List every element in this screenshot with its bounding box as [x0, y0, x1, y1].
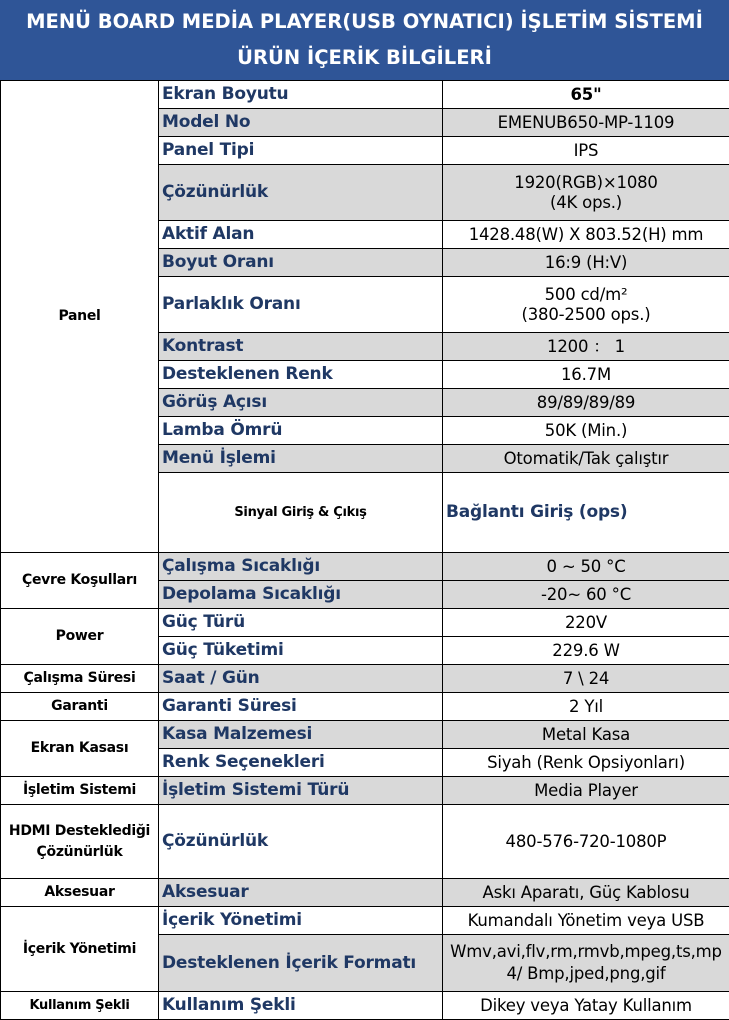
- group-signal-io: Sinyal Giriş & Çıkış: [159, 473, 443, 553]
- label-contrast: Kontrast: [159, 333, 443, 361]
- value-os-type: Media Player: [443, 777, 729, 805]
- value-content-formats: Wmv,avi,flv,rm,rmvb,mpeg,ts,mp4/ Bmp,jped,png,gif: [443, 935, 729, 992]
- group-warranty: Garanti: [1, 693, 159, 721]
- spec-table: [0, 80, 729, 1020]
- label-active-area: Aktif Alan: [159, 221, 443, 249]
- value-supported-colors: 16.7M: [443, 361, 729, 389]
- value-warranty-period: 2 Yıl: [443, 693, 729, 721]
- value-active-area: 1428.48(W) X 803.52(H) mm: [443, 221, 729, 249]
- group-case: Ekran Kasası: [1, 721, 159, 777]
- group-environment: Çevre Koşulları: [1, 553, 159, 609]
- label-menu-operation: Menü İşlemi: [159, 445, 443, 473]
- value-content-management: Kumandalı Yönetim veya USB: [443, 907, 729, 935]
- label-content-management: İçerik Yönetimi: [159, 907, 443, 935]
- label-lamp-life: Lamba Ömrü: [159, 417, 443, 445]
- label-power-consumption: Güç Tüketimi: [159, 637, 443, 665]
- value-aspect-ratio: 16:9 (H:V): [443, 249, 729, 277]
- group-panel: Panel: [1, 81, 159, 553]
- value-menu-operation: Otomatik/Tak çalıştır: [443, 445, 729, 473]
- value-resolution-line-1: 1920(RGB)×1080: [443, 173, 729, 193]
- label-model-no: Model No: [159, 109, 443, 137]
- value-usage: Dikey veya Yatay Kullanım: [443, 992, 729, 1020]
- value-storage-temp: -20~ 60 °C: [443, 581, 729, 609]
- sheet-header: [0, 0, 729, 80]
- group-content-management: İçerik Yönetimi: [1, 907, 159, 992]
- group-usage: Kullanım Şekli: [1, 992, 159, 1020]
- value-lamp-life: 50K (Min.): [443, 417, 729, 445]
- value-viewing-angle: 89/89/89/89: [443, 389, 729, 417]
- value-contrast: 1200 ： 1: [443, 333, 729, 361]
- label-accessory: Aksesuar: [159, 879, 443, 907]
- group-accessory: Aksesuar: [1, 879, 159, 907]
- group-hdmi-line-1: HDMI Desteklediği: [1, 823, 158, 840]
- group-hdmi-resolution: [1, 805, 159, 879]
- group-power: Power: [1, 609, 159, 665]
- label-usage: Kullanım Şekli: [159, 992, 443, 1020]
- value-screen-size: 65": [443, 81, 729, 109]
- label-operating-temp: Çalışma Sıcaklığı: [159, 553, 443, 581]
- label-aspect-ratio: Boyut Oranı: [159, 249, 443, 277]
- label-resolution: Çözünürlük: [159, 165, 443, 221]
- label-warranty-period: Garanti Süresi: [159, 693, 443, 721]
- label-storage-temp: Depolama Sıcaklığı: [159, 581, 443, 609]
- group-os: İşletim Sistemi: [1, 777, 159, 805]
- value-color-options: Siyah (Renk Opsiyonları): [443, 749, 729, 777]
- value-operating-temp: 0 ~ 50 °C: [443, 553, 729, 581]
- value-brightness-line-2: (380-2500 ops.): [443, 305, 729, 325]
- label-brightness: Parlaklık Oranı: [159, 277, 443, 333]
- label-supported-colors: Desteklenen Renk: [159, 361, 443, 389]
- value-hours-day: 7 \ 24: [443, 665, 729, 693]
- value-hdmi-resolution: 480-576-720-1080P: [443, 805, 729, 879]
- label-viewing-angle: Görüş Açısı: [159, 389, 443, 417]
- label-hdmi-resolution: Çözünürlük: [159, 805, 443, 879]
- label-content-formats: Desteklenen İçerik Formatı: [159, 935, 443, 992]
- value-power-type: 220V: [443, 609, 729, 637]
- group-runtime: Çalışma Süresi: [1, 665, 159, 693]
- label-power-type: Güç Türü: [159, 609, 443, 637]
- title-line-1: MENÜ BOARD MEDİA PLAYER(USB OYNATICI) İŞLETİM SİSTEMİ: [0, 10, 729, 33]
- label-color-options: Renk Seçenekleri: [159, 749, 443, 777]
- label-case-material: Kasa Malzemesi: [159, 721, 443, 749]
- label-os-type: İşletim Sistemi Türü: [159, 777, 443, 805]
- label-connection-input: Bağlantı Giriş (ops): [443, 473, 729, 553]
- value-brightness-line-1: 500 cd/m²: [443, 285, 729, 305]
- value-accessory: Askı Aparatı, Güç Kablosu: [443, 879, 729, 907]
- group-hdmi-line-2: Çözünürlük: [1, 844, 158, 861]
- value-brightness: [443, 277, 729, 333]
- value-resolution-line-2: (4K ops.): [443, 193, 729, 213]
- label-hours-day: Saat / Gün: [159, 665, 443, 693]
- value-case-material: Metal Kasa: [443, 721, 729, 749]
- label-screen-size: Ekran Boyutu: [159, 81, 443, 109]
- value-power-consumption: 229.6 W: [443, 637, 729, 665]
- value-resolution: [443, 165, 729, 221]
- value-panel-type: IPS: [443, 137, 729, 165]
- title-line-2: ÜRÜN İÇERİK BİLGİLERİ: [0, 46, 729, 69]
- value-model-no: EMENUB650-MP-1109: [443, 109, 729, 137]
- label-panel-type: Panel Tipi: [159, 137, 443, 165]
